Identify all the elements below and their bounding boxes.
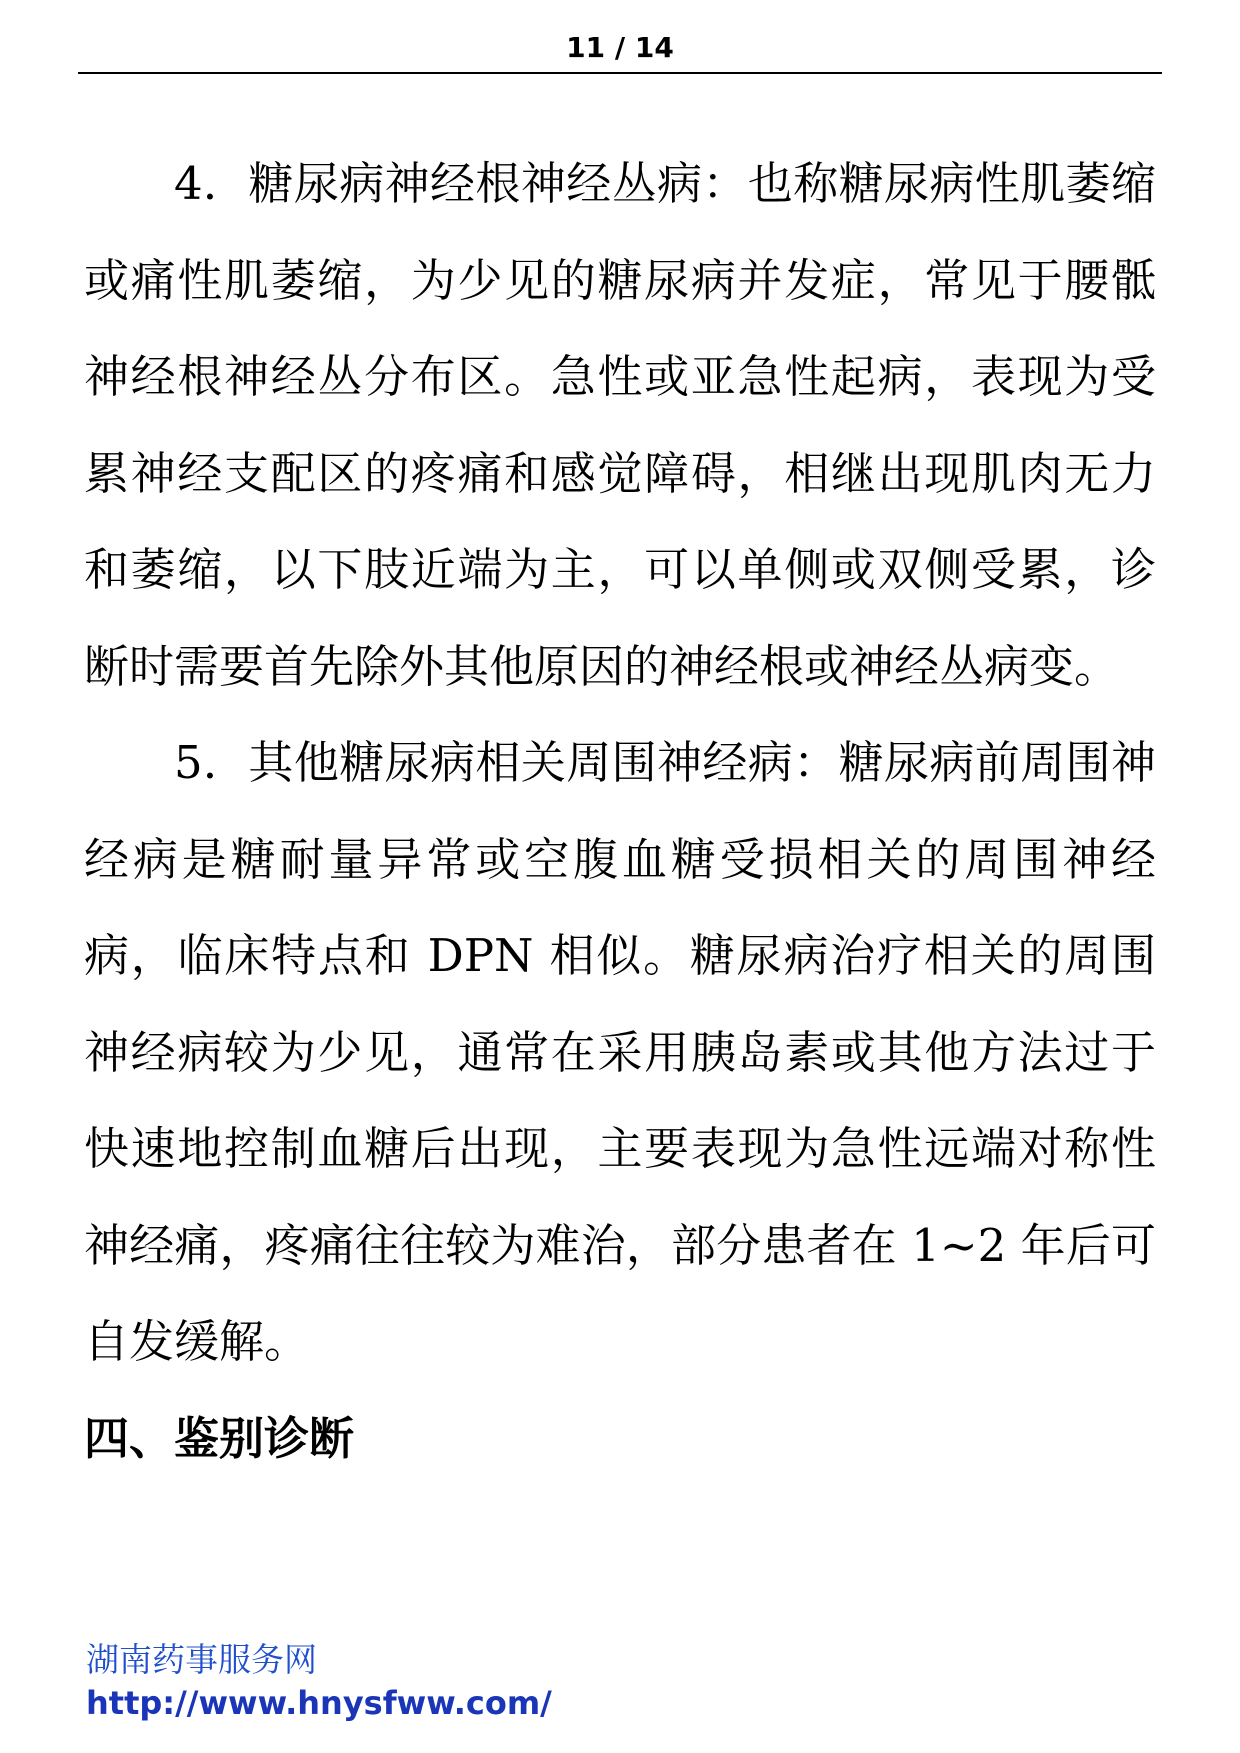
footer [86, 1638, 552, 1724]
document-body [84, 136, 1156, 1487]
paragraph-5: 5．其他糖尿病相关周围神经病：糖尿病前周围神经病是糖耐量异常或空腹血糖受损相关的周围神经病，临床特点和 DPN 相似。糖尿病治疗相关的周围神经病较为少见，通常在采用胰岛素或其他方法过于快速地控制血糖后出现，主要表现为急性远端对称性神经痛，疼痛往往较为难治，部分患者在 1~2 年后可自发缓解。 [84, 736, 1156, 1368]
page-number: 11 / 14 [566, 31, 674, 64]
footer-site-name: 湖南药事服务网 [86, 1640, 317, 1679]
paragraph-4: 4．糖尿病神经根神经丛病：也称糖尿病性肌萎缩或痛性肌萎缩，为少见的糖尿病并发症，常见于腰骶神经根神经丛分布区。急性或亚急性起病，表现为受累神经支配区的疼痛和感觉障碍，相继出现肌肉无力和萎缩，以下肢近端为主，可以单侧或双侧受累，诊断时需要首先除外其他原因的神经根或神经丛病变。 [84, 157, 1156, 693]
section-heading: 四、鉴别诊断 [84, 1411, 355, 1465]
footer-url-link[interactable]: http://www.hnysfww.com/ [86, 1684, 552, 1722]
header-divider [78, 72, 1162, 74]
